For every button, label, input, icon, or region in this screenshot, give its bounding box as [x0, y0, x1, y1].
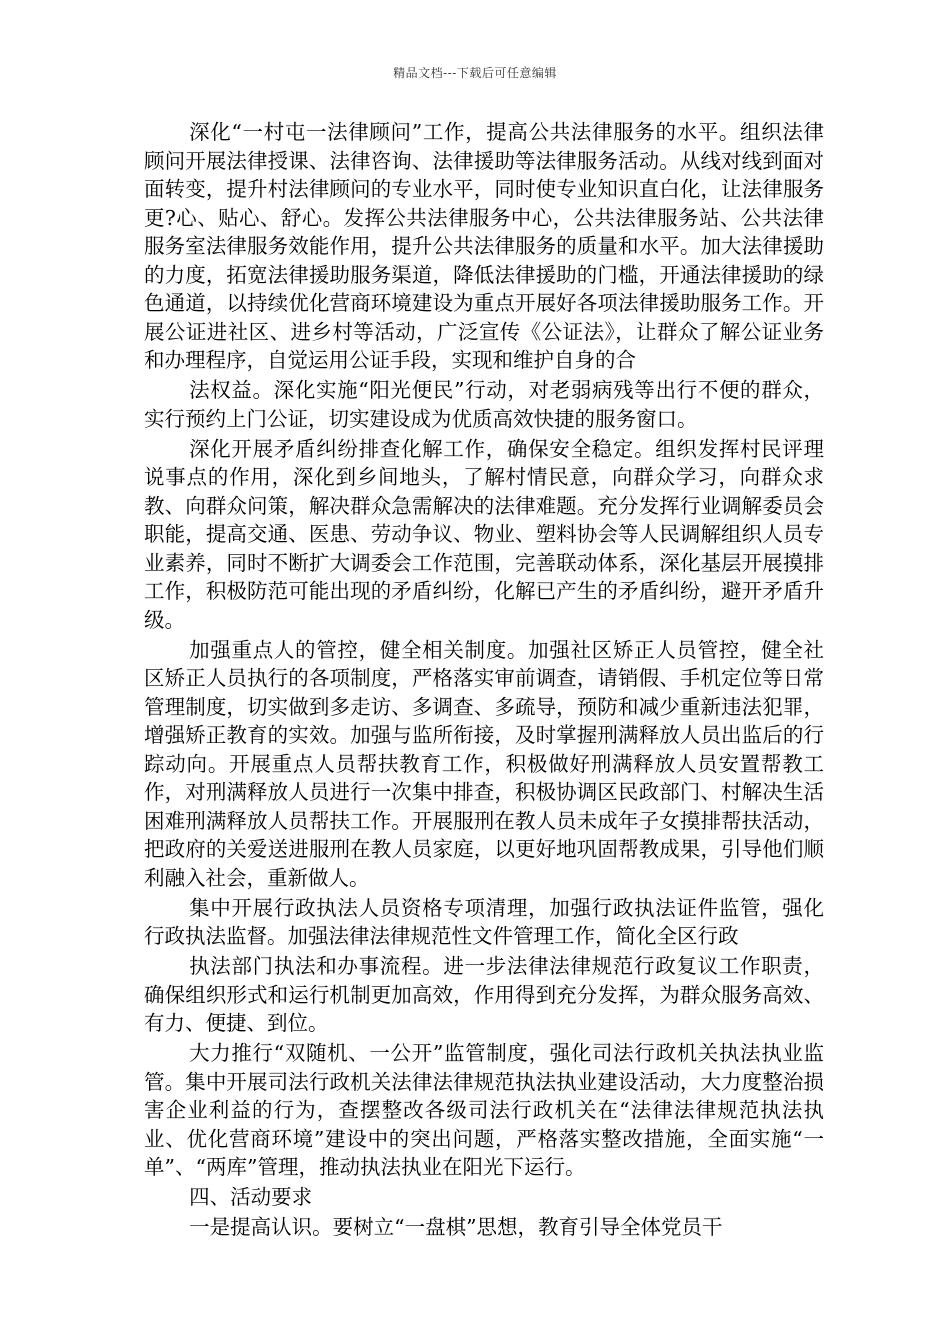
paragraph-dispute-resolution: 深化开展矛盾纠纷排查化解工作，确保安全稳定。组织发挥村民评理说事点的作用，深化到乡间地头，了解村情民意，向群众学习，向群众求教、向群众问策，解决群众急需解决的法律难题。充分发挥行业调解委员会职能，提高交通、医患、劳动争议、物业、塑料协会等人民调解组织人员专业素养，同时不断扩大调委会工作范围，完善联动体系，深化基层开展摸排工作，积极防范可能出现的矛盾纠纷，化解已产生的矛盾纠纷，避开矛盾升级。: [144, 436, 824, 632]
paragraph-enforcement-process: 执法部门执法和办事流程。进一步法律法律规范行政复议工作职责，确保组织形式和运行机制更加高效，作用得到充分发挥，为群众服务高效、有力、便捷、到位。: [144, 954, 824, 1035]
paragraph-legal-advisor: 深化“一村屯一法律顾问”工作，提高公共法律服务的水平。组织法律顾问开展法律授课、法律咨询、法律援助等法律服务活动。从线对线到面对面转变，提升村法律顾问的专业水平，同时使专业知识直白化，让法律服务更?心、贴心、舒心。发挥公共法律服务中心，公共法律服务站、公共法律服务室法律服务效能作用，提升公共法律服务的质量和水平。加大法律援助的力度，拓宽法律援助服务渠道，降低法律援助的门槛，开通法律援助的绿色通道，以持续优化营商环境建设为重点开展好各项法律援助服务工作。开展公证进社区、进乡村等活动，广泛宣传《公证法》，让群众了解公证业务和办理程序，自觉运用公证手段，实现和维护自身的合: [144, 120, 824, 372]
section-heading-activity-requirements: 四、活动要求: [189, 1185, 313, 1209]
document-body: [144, 118, 824, 1243]
page-header: 精品文档---下载后可任意编辑: [393, 66, 557, 80]
paragraph-law-enforcement-qualification: 集中开展行政执法人员资格专项清理，加强行政执法证件监管，强化行政执法监督。加强法律法律规范性文件管理工作，简化全区行政: [144, 895, 824, 948]
paragraph-key-personnel-control: 加强重点人的管控，健全相关制度。加强社区矫正人员管控，健全社区矫正人员执行的各项制度，严格落实审前调查，请销假、手机定位等日常管理制度，切实做到多走访、多调查、多疏导，预防和减少重新违法犯罪，增强矫正教育的实效。加强与监所衔接，及时掌握刑满释放人员出监后的行踪动向。开展重点人员帮扶教育工作，积极做好刑满释放人员安置帮教工作，对刑满释放人员进行一次集中排查，积极协调区民政部门、村解决生活困难刑满释放人员帮扶工作。开展服刑在教人员未成年子女摸排帮扶活动，把政府的关爱送进服刑在教人员家庭，以更好地巩固帮教成果，引导他们顺利融入社会，重新做人。: [144, 637, 824, 890]
paragraph-raise-awareness: 一是提高认识。要树立“一盘棋”思想，教育引导全体党员干: [189, 1215, 723, 1239]
paragraph-sunshine-service: 法权益。深化实施“阳光便民”行动，对老弱病残等出行不便的群众，实行预约上门公证，切实建设成为优质高效快捷的服务窗口。: [144, 378, 824, 431]
paragraph-double-random-supervision: 大力推行“双随机、一公开”监管制度，强化司法行政机关执法执业监管。集中开展司法行政机关法律法律规范执法执业建设活动，大力度整治损害企业利益的行为，查摆整改各级司法行政机关在“法律法律规范执法执业、优化营商环境”建设中的突出问题，严格落实整改措施，全面实施“一单”、“两库”管理，推动执法执业在阳光下运行。: [144, 1041, 824, 1179]
